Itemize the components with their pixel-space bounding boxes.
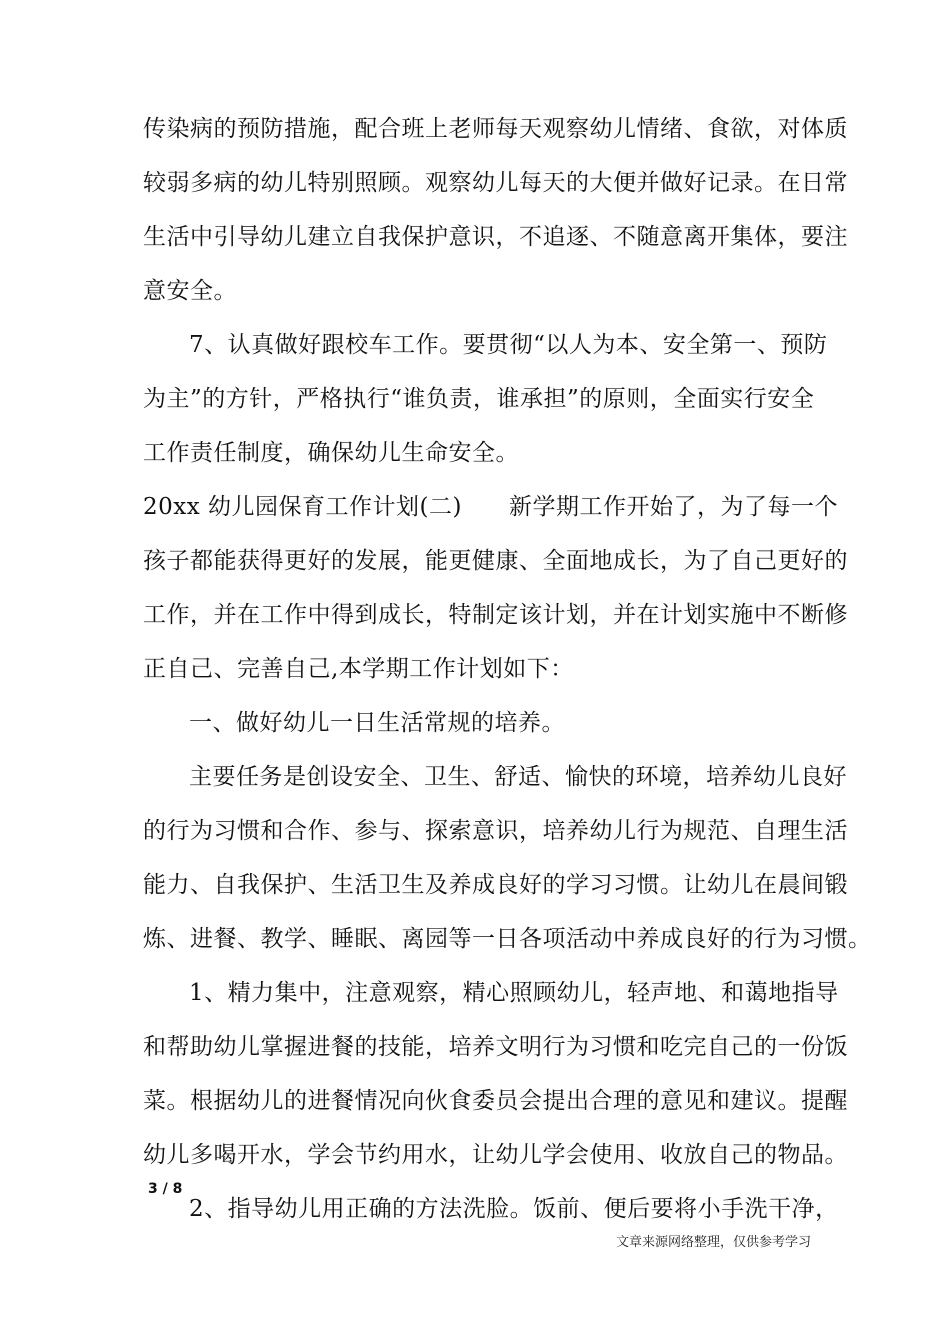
- section-heading-line: 20xx 幼儿园保育工作计划(二) 新学期工作开始了，为了每一个: [143, 494, 838, 520]
- text-line: 为主”的方针，严格执行“谁负责，谁承担”的原则，全面实行安全: [143, 386, 815, 412]
- text-line: 菜。根据幼儿的进餐情况向伙食委员会提出合理的意见和建议。提醒: [143, 1088, 848, 1114]
- text-line: 和帮助幼儿掌握进餐的技能，培养文明行为习惯和吃完自己的一份饭: [143, 1034, 848, 1060]
- document-body: [143, 102, 872, 1236]
- text-line: 能力、自我保护、生活卫生及养成良好的学习习惯。让幼儿在晨间锻: [143, 872, 848, 898]
- text-line: 2、指导幼儿用正确的方法洗脸。饭前、便后要将小手洗干净，: [189, 1196, 839, 1222]
- text-line: 较弱多病的幼儿特别照顾。观察幼儿每天的大便并做好记录。在日常: [143, 170, 848, 196]
- text-line: 工作，并在工作中得到成长，特制定该计划，并在计划实施中不断修: [143, 602, 848, 628]
- page-number: 3 / 8: [148, 1181, 183, 1197]
- text-line: 意安全。: [143, 278, 237, 304]
- text-line: 幼儿多喝开水，学会节约用水，让幼儿学会使用、收放自己的物品。: [143, 1142, 848, 1168]
- text-line: 传染病的预防措施，配合班上老师每天观察幼儿情绪、食欲，对体质: [143, 116, 848, 142]
- text-line: 的行为习惯和合作、参与、探索意识，培养幼儿行为规范、自理生活: [143, 818, 848, 844]
- text-line: 生活中引导幼儿建立自我保护意识，不追逐、不随意离开集体，要注: [143, 224, 848, 250]
- text-line: 1、精力集中，注意观察，精心照顾幼儿，轻声地、和蔼地指导: [189, 980, 839, 1006]
- text-line: 炼、进餐、教学、睡眠、离园等一日各项活动中养成良好的行为习惯。: [143, 926, 872, 952]
- text-line: 正自己、完善自己,本学期工作计划如下：: [143, 656, 574, 682]
- text-line: 孩子都能获得更好的发展，能更健康、全面地成长，为了自己更好的: [143, 548, 848, 574]
- footer-note: 文章来源网络整理，仅供参考学习: [616, 1235, 812, 1250]
- subheading-line: 一、做好幼儿一日生活常规的培养。: [189, 710, 565, 736]
- text-line: 7、认真做好跟校车工作。要贯彻“以人为本、安全第一、预防: [189, 332, 828, 358]
- text-line: 主要任务是创设安全、卫生、舒适、愉快的环境，培养幼儿良好: [189, 764, 847, 790]
- text-line: 工作责任制度，确保幼儿生命安全。: [143, 440, 519, 466]
